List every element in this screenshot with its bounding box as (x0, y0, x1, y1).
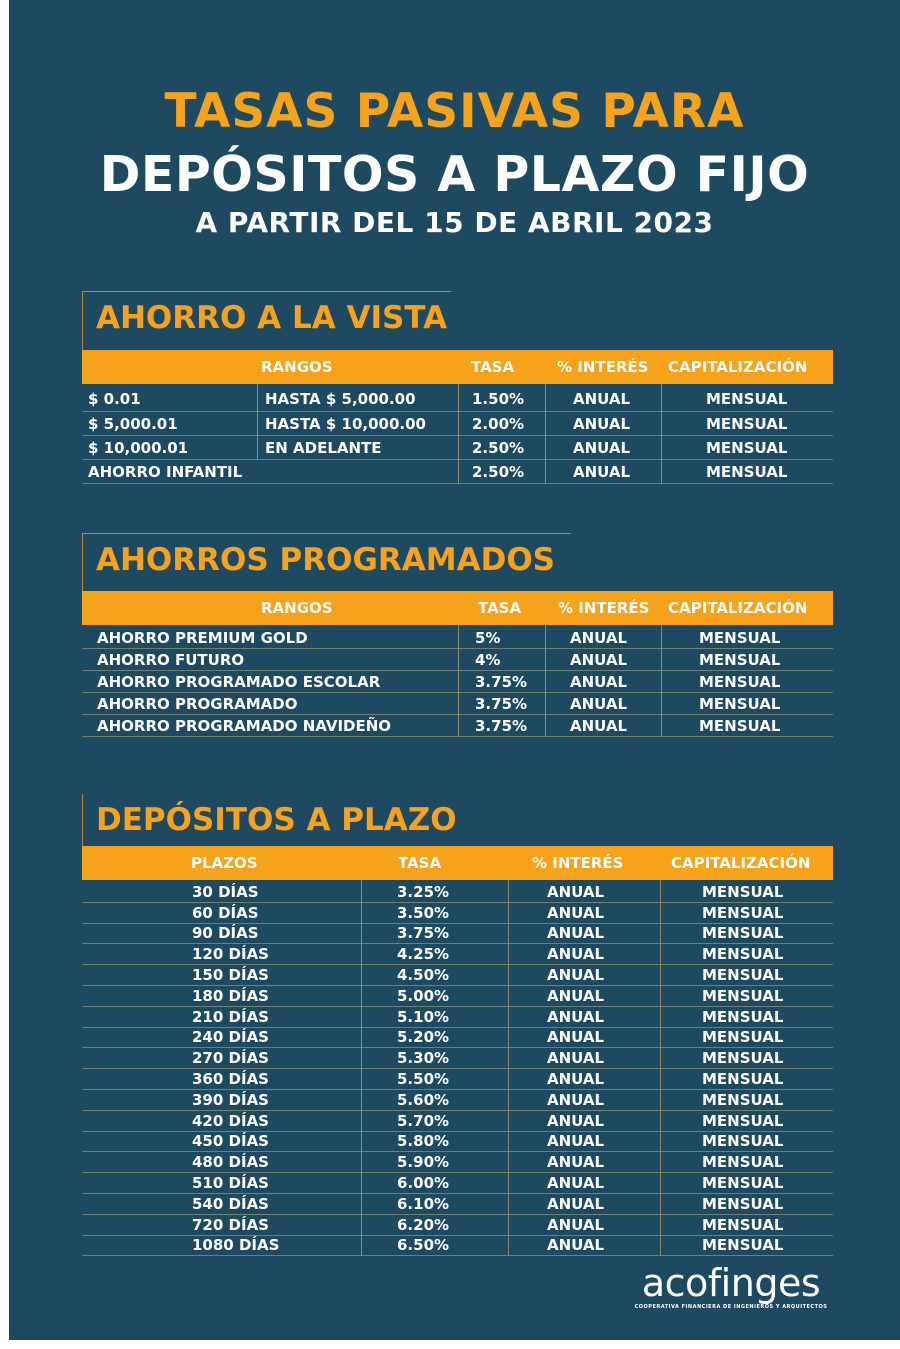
cell-capitalizacion: MENSUAL (706, 414, 788, 433)
table-row (82, 986, 833, 1007)
table-row (82, 1152, 833, 1173)
cell-tasa: 3.75% (397, 924, 450, 943)
table-row (82, 1236, 833, 1257)
table-row (82, 1048, 833, 1069)
cell-interes: ANUAL (547, 924, 605, 943)
cell-interes: ANUAL (570, 672, 628, 691)
cell-tasa: 3.25% (397, 882, 450, 901)
cell-tasa: 4.50% (397, 966, 450, 985)
cell-capitalizacion: MENSUAL (702, 1028, 784, 1047)
header-interes: % INTERÉS (558, 599, 650, 617)
cell-tasa: 5.10% (397, 1007, 450, 1026)
cell-interes: ANUAL (570, 694, 628, 713)
cell-tasa: 5.50% (397, 1070, 450, 1089)
cell-capitalizacion: MENSUAL (702, 1215, 784, 1234)
cell-nombre: AHORRO PROGRAMADO NAVIDEÑO (97, 716, 392, 735)
cell-interes: ANUAL (547, 1007, 605, 1026)
cell-interes: ANUAL (547, 1028, 605, 1047)
cell-interes: ANUAL (570, 628, 628, 647)
cell-capitalizacion: MENSUAL (702, 945, 784, 964)
cell-plazo: 1080 DÍAS (192, 1236, 280, 1255)
cell-nombre: AHORRO FUTURO (97, 650, 245, 669)
header-capitalizacion: CAPITALIZACIÓN (668, 599, 808, 617)
cell-plazo: 150 DÍAS (192, 966, 269, 985)
cell-plazo: 270 DÍAS (192, 1049, 269, 1068)
cell-interes: ANUAL (547, 1236, 605, 1255)
cell-tasa: 2.50% (472, 438, 525, 457)
section-heading-ahorros-programados: AHORROS PROGRAMADOS (82, 533, 571, 593)
cell-plazo: 60 DÍAS (192, 903, 259, 922)
cell-tasa: 2.00% (472, 414, 525, 433)
table-row (82, 1028, 833, 1049)
cell-tasa: 6.00% (397, 1174, 450, 1193)
cell-hasta: EN ADELANTE (265, 438, 382, 457)
cell-tasa: 3.75% (475, 694, 528, 713)
cell-plazo: 90 DÍAS (192, 924, 259, 943)
cell-interes: ANUAL (547, 903, 605, 922)
cell-capitalizacion: MENSUAL (699, 650, 781, 669)
column-divider (458, 384, 459, 484)
cell-plazo: 450 DÍAS (192, 1132, 269, 1151)
cell-hasta: HASTA $ 5,000.00 (265, 389, 416, 408)
cell-plazo: 720 DÍAS (192, 1215, 269, 1234)
cell-tasa: 4.25% (397, 945, 450, 964)
column-divider (661, 384, 662, 484)
cell-tasa: 4% (475, 650, 501, 669)
cell-capitalizacion: MENSUAL (702, 1049, 784, 1068)
cell-plazo: 390 DÍAS (192, 1090, 269, 1109)
cell-capitalizacion: MENSUAL (702, 986, 784, 1005)
cell-tasa: 5.70% (397, 1111, 450, 1130)
cell-capitalizacion: MENSUAL (702, 1090, 784, 1109)
cell-desde: $ 10,000.01 (88, 438, 189, 457)
cell-interes: ANUAL (547, 1132, 605, 1151)
table-ahorro-vista (82, 350, 833, 485)
cell-tasa: 6.50% (397, 1236, 450, 1255)
table-row (82, 944, 833, 965)
poster (9, 0, 900, 1340)
cell-capitalizacion: MENSUAL (706, 462, 788, 481)
section-heading-depositos-plazo: DEPÓSITOS A PLAZO (82, 794, 462, 846)
cell-capitalizacion: MENSUAL (702, 1236, 784, 1255)
cell-capitalizacion: MENSUAL (702, 882, 784, 901)
cell-nombre: AHORRO PROGRAMADO ESCOLAR (97, 672, 381, 691)
header-rangos: RANGOS (261, 358, 333, 376)
title-line-2: DEPÓSITOS A PLAZO FIJO (99, 146, 810, 203)
header-rangos: RANGOS (261, 599, 333, 617)
table-row (82, 1215, 833, 1236)
cell-tasa: 3.50% (397, 903, 450, 922)
table-ahorros-programados (82, 591, 833, 737)
table-row (82, 1069, 833, 1090)
cell-capitalizacion: MENSUAL (702, 1174, 784, 1193)
section-heading-ahorro-vista: AHORRO A LA VISTA (82, 291, 451, 351)
cell-interes: ANUAL (547, 1153, 605, 1172)
cell-plazo: 180 DÍAS (192, 986, 269, 1005)
cell-tasa: 3.75% (475, 672, 528, 691)
table-row (82, 924, 833, 945)
cell-nombre: AHORRO PREMIUM GOLD (97, 628, 308, 647)
cell-interes: ANUAL (547, 1194, 605, 1213)
header-tasa: TASA (478, 599, 522, 617)
table-row (82, 965, 833, 986)
cell-capitalizacion: MENSUAL (702, 1111, 784, 1130)
table-row (82, 1173, 833, 1194)
cell-plazo: 480 DÍAS (192, 1153, 269, 1172)
cell-plazo: 120 DÍAS (192, 945, 269, 964)
cell-desde: $ 0.01 (88, 389, 141, 408)
acofinges-logo (631, 1262, 831, 1310)
cell-hasta: HASTA $ 10,000.00 (265, 414, 426, 433)
cell-interes: ANUAL (573, 389, 631, 408)
cell-capitalizacion: MENSUAL (702, 1132, 784, 1151)
cell-interes: ANUAL (547, 986, 605, 1005)
cell-interes: ANUAL (570, 650, 628, 669)
header-capitalizacion: CAPITALIZACIÓN (668, 358, 808, 376)
cell-interes: ANUAL (570, 716, 628, 735)
table-row (82, 1111, 833, 1132)
cell-interes: ANUAL (547, 1070, 605, 1089)
cell-tasa: 5.90% (397, 1153, 450, 1172)
cell-interes: ANUAL (547, 1111, 605, 1130)
cell-plazo: 240 DÍAS (192, 1028, 269, 1047)
table-row (82, 1090, 833, 1111)
column-divider (545, 625, 546, 736)
cell-interes: ANUAL (547, 1090, 605, 1109)
table-row (82, 1194, 833, 1215)
column-divider (361, 880, 362, 1255)
cell-plazo: 210 DÍAS (192, 1007, 269, 1026)
table-depositos-plazo (82, 846, 833, 1258)
cell-tasa: 1.50% (472, 389, 525, 408)
title-line-1: TASAS PASIVAS PARA (164, 84, 745, 139)
column-divider (661, 625, 662, 736)
column-divider (660, 880, 661, 1255)
header-capitalizacion: CAPITALIZACIÓN (671, 854, 811, 872)
table-row (82, 882, 833, 903)
header-tasa: TASA (398, 854, 442, 872)
cell-capitalizacion: MENSUAL (702, 1070, 784, 1089)
cell-interes: ANUAL (547, 945, 605, 964)
cell-plazo: 540 DÍAS (192, 1194, 269, 1213)
table-row (82, 903, 833, 924)
cell-plazo: 420 DÍAS (192, 1111, 269, 1130)
cell-capitalizacion: MENSUAL (699, 628, 781, 647)
cell-nombre: AHORRO PROGRAMADO (97, 694, 298, 713)
column-divider (545, 384, 546, 484)
cell-interes: ANUAL (573, 414, 631, 433)
header-plazos: PLAZOS (191, 854, 258, 872)
cell-tasa: 6.10% (397, 1194, 450, 1213)
cell-plazo: 510 DÍAS (192, 1174, 269, 1193)
cell-capitalizacion: MENSUAL (702, 1194, 784, 1213)
cell-capitalizacion: MENSUAL (702, 903, 784, 922)
cell-tasa: 5.00% (397, 986, 450, 1005)
cell-tasa: 5.20% (397, 1028, 450, 1047)
table-header (82, 350, 833, 384)
header-interes: % INTERÉS (532, 854, 624, 872)
cell-interes: ANUAL (547, 882, 605, 901)
cell-interes: ANUAL (573, 462, 631, 481)
cell-tasa: 3.75% (475, 716, 528, 735)
cell-interes: ANUAL (547, 1215, 605, 1234)
cell-interes: ANUAL (547, 1174, 605, 1193)
cell-desde: $ 5,000.01 (88, 414, 178, 433)
cell-capitalizacion: MENSUAL (706, 389, 788, 408)
table-header (82, 846, 833, 880)
cell-capitalizacion: MENSUAL (699, 672, 781, 691)
table-row (82, 1007, 833, 1028)
cell-capitalizacion: MENSUAL (706, 438, 788, 457)
cell-tasa: 5.80% (397, 1132, 450, 1151)
table-header (82, 591, 833, 625)
column-divider (257, 384, 258, 460)
cell-tasa: 2.50% (472, 462, 525, 481)
header-interes: % INTERÉS (557, 358, 649, 376)
cell-tasa: 6.20% (397, 1215, 450, 1234)
cell-plazo: 360 DÍAS (192, 1070, 269, 1089)
cell-interes: ANUAL (547, 1049, 605, 1068)
cell-capitalizacion: MENSUAL (702, 1153, 784, 1172)
header-tasa: TASA (471, 358, 515, 376)
cell-tasa: 5% (475, 628, 501, 647)
cell-interes: ANUAL (547, 966, 605, 985)
logo-tagline: COOPERATIVA FINANCIERA DE INGENIEROS Y ARQUITECTOS (634, 1304, 828, 1310)
cell-interes: ANUAL (573, 438, 631, 457)
logo-wordmark: acofinges (641, 1261, 821, 1305)
cell-capitalizacion: MENSUAL (699, 716, 781, 735)
cell-capitalizacion: MENSUAL (702, 1007, 784, 1026)
title-line-3: A PARTIR DEL 15 DE ABRIL 2023 (195, 206, 714, 239)
cell-tasa: 5.30% (397, 1049, 450, 1068)
column-divider (508, 880, 509, 1255)
cell-capitalizacion: MENSUAL (702, 924, 784, 943)
cell-capitalizacion: MENSUAL (699, 694, 781, 713)
cell-capitalizacion: MENSUAL (702, 966, 784, 985)
table-row (82, 1132, 833, 1153)
cell-desde: AHORRO INFANTIL (88, 462, 243, 481)
cell-plazo: 30 DÍAS (192, 882, 259, 901)
column-divider (458, 625, 459, 736)
cell-tasa: 5.60% (397, 1090, 450, 1109)
